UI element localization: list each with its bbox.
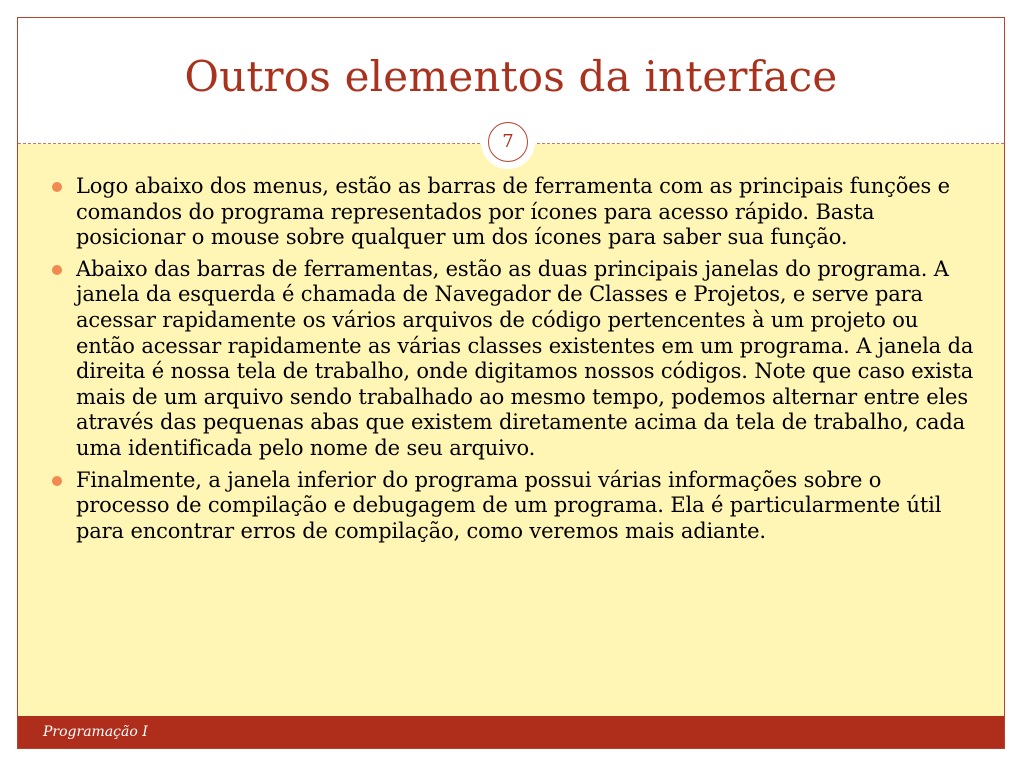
bullet-text: Abaixo das barras de ferramentas, estão as duas principais janelas do programa. A janela da esquerda é chamada de Navegador de Classes e Projetos, e serve para acessar rapidamente os vários arquivos de código pertencentes à um projeto ou então acessar rapidamente as várias classes existentes em um programa. A janela da direita é nossa tela de trabalho, onde digitamos nossos códigos. Note que caso exista mais de um arquivo sendo trabalhado ao mesmo tempo, podemos alternar entre eles através das pequenas abas que existem diretamente acima da tela de trabalho, cada uma identificada pelo nome de seu arquivo. xyxy=(76,256,974,460)
slide xyxy=(17,17,1005,749)
slide-number-badge xyxy=(484,118,532,166)
bullet-dot-icon xyxy=(52,265,62,275)
bullet-text: Logo abaixo dos menus, estão as barras de ferramenta com as principais funções e comandos do programa representados por ícones para acesso rápido. Basta posicionar o mouse sobre qualquer um dos ícones para saber sua função. xyxy=(76,174,950,250)
bullet-item xyxy=(48,257,978,462)
footer-bar xyxy=(18,716,1004,749)
slide-title: Outros elementos da interface xyxy=(184,52,838,101)
footer-text: Programação I xyxy=(43,724,148,740)
bullet-dot-icon xyxy=(52,476,62,486)
slide-number: 7 xyxy=(488,122,528,162)
bullet-text: Finalmente, a janela inferior do programa possui várias informações sobre o processo de compilação e debugagem de um programa. Ela é particularmente útil para encontrar erros de compilação, como veremos mais adiante. xyxy=(76,467,942,543)
bullet-dot-icon xyxy=(52,182,62,192)
bullet-list xyxy=(48,174,978,550)
bullet-item xyxy=(48,468,978,545)
bullet-item xyxy=(48,174,978,251)
